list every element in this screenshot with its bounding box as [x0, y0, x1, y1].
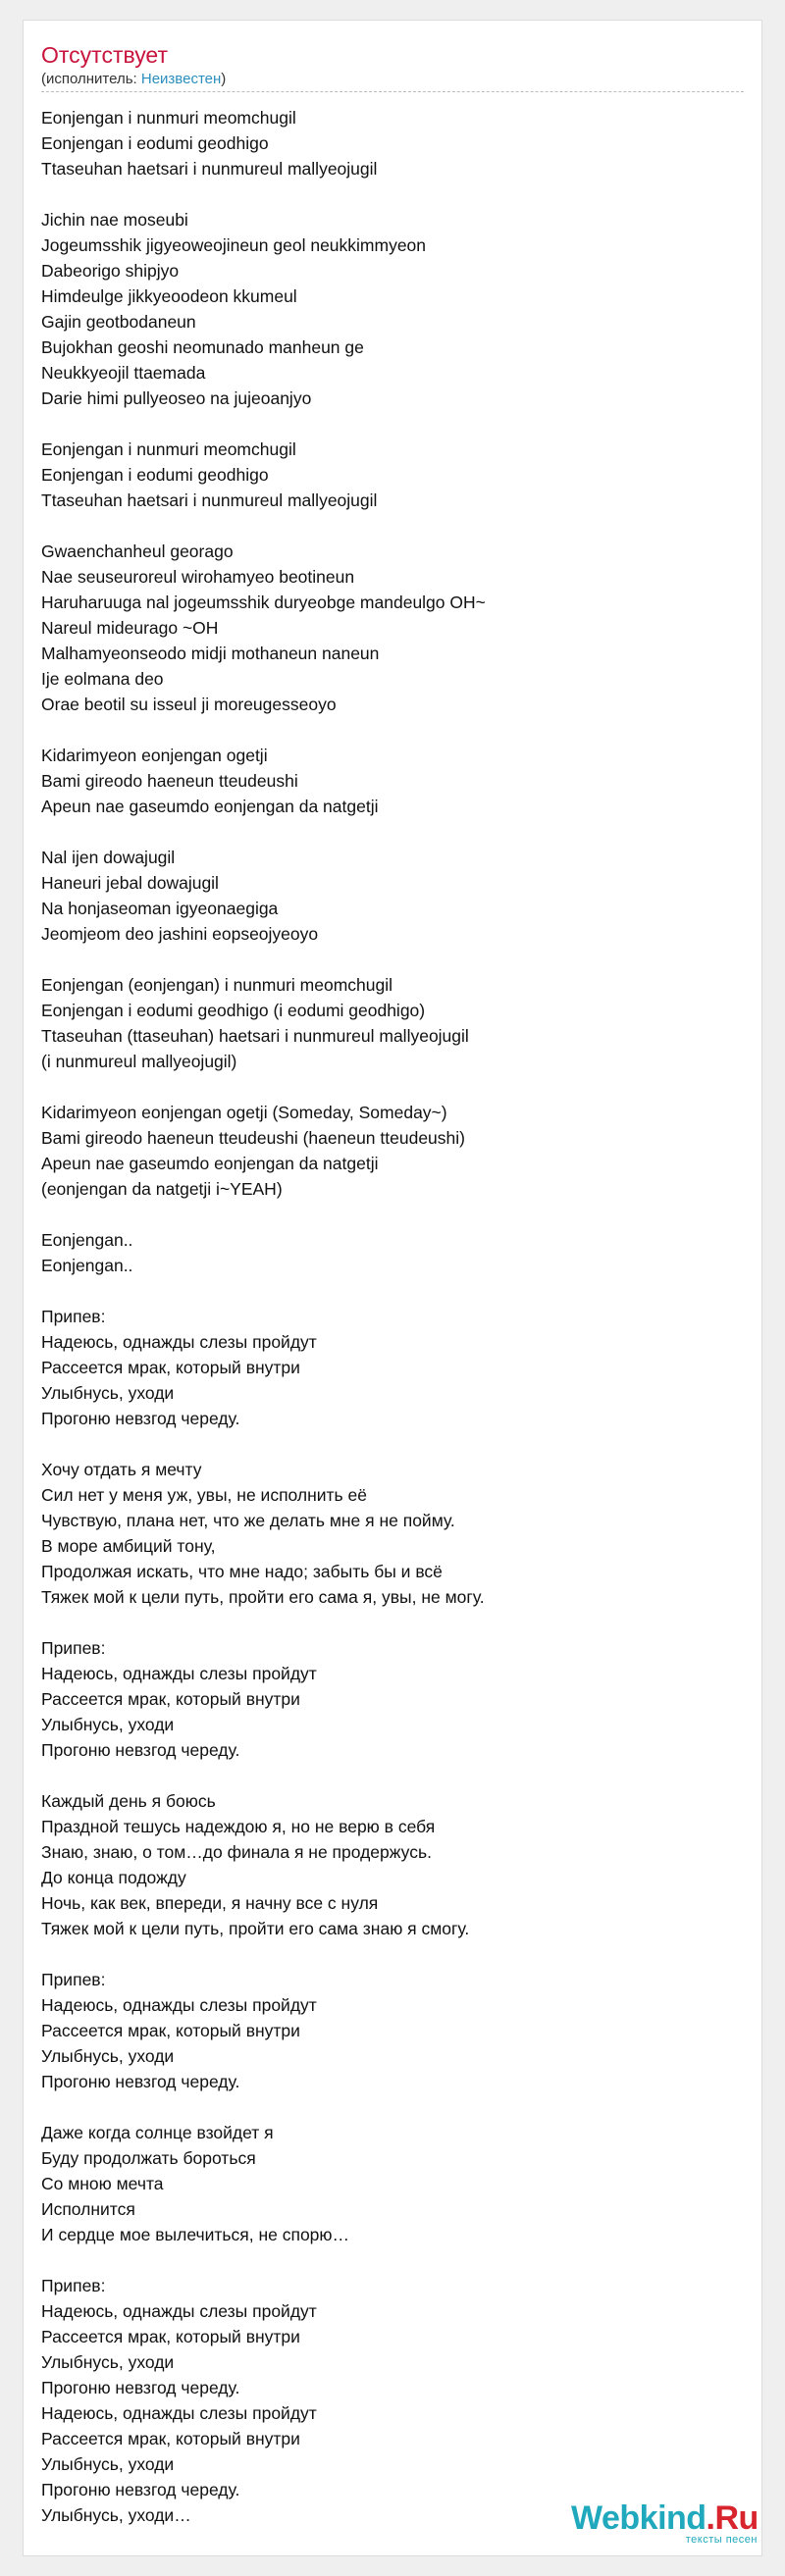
lyric-line: Улыбнусь, уходи	[41, 2046, 175, 2066]
lyric-line: (i nunmureul mallyeojugil)	[41, 1052, 237, 1071]
lyric-line: Jogeumsshik jigyeoweojineun geol neukkimmyeon	[41, 235, 427, 255]
lyric-line: Eonjengan (eonjengan) i nunmuri meomchugil	[41, 975, 392, 995]
lyric-line: Рассеется мрак, который внутри	[41, 2021, 300, 2040]
song-title: Отсутствует	[41, 42, 168, 68]
stanza-gap	[41, 513, 744, 539]
lyric-line: Gajin geotbodaneun	[41, 312, 196, 332]
lyric-line: Рассеется мрак, который внутри	[41, 1358, 300, 1377]
logo-name: Webkind	[571, 2499, 706, 2537]
lyric-line: И сердце мое вылечиться, не спорю…	[41, 2225, 350, 2244]
lyric-line: Надеюсь, однажды слезы пройдут	[41, 2403, 317, 2423]
lyric-line: Eonjengan i eodumi geodhigo (i eodumi geodhigo)	[41, 1001, 426, 1020]
stanza-gap	[41, 1610, 744, 1635]
lyric-line: Ночь, как век, впереди, я начну все с нуля	[41, 1893, 379, 1913]
stanza-gap	[41, 1278, 744, 1304]
lyrics-text	[41, 105, 744, 2528]
lyric-line: Na honjaseoman igyeonaegiga	[41, 899, 279, 918]
lyric-line: Apeun nae gaseumdo eonjengan da natgetji	[41, 1154, 379, 1173]
lyric-line: Исполнится	[41, 2199, 135, 2219]
stanza-gap	[41, 181, 744, 207]
lyric-line: Тяжек мой к цели путь, пройти его сама знаю я смогу.	[41, 1919, 470, 1938]
lyric-line: Kidarimyeon eonjengan ogetji (Someday, Someday~)	[41, 1103, 447, 1122]
lyric-line: Надеюсь, однажды слезы пройдут	[41, 1332, 317, 1352]
lyric-line: Neukkyeojil ttaemada	[41, 363, 206, 383]
lyric-line: Улыбнусь, уходи	[41, 2454, 175, 2474]
lyric-line: Nareul mideurago ~OH	[41, 618, 219, 638]
lyric-line: Улыбнусь, уходи	[41, 1383, 175, 1403]
lyric-line: Ttaseuhan haetsari i nunmureul mallyeojugil	[41, 490, 378, 510]
logo-wordmark	[571, 2499, 759, 2538]
artist-suffix: )	[221, 71, 227, 87]
lyric-line: Припев:	[41, 1970, 106, 1989]
lyric-line: (eonjengan da natgetji i~YEAH)	[41, 1179, 283, 1199]
logo-tagline: тексты песен	[685, 2534, 758, 2546]
lyric-line: Ije eolmana deo	[41, 669, 164, 689]
lyric-line: Dabeorigo shipjyo	[41, 261, 180, 281]
lyric-line: Kidarimyeon eonjengan ogetji	[41, 746, 268, 765]
lyric-line: Ttaseuhan (ttaseuhan) haetsari i nunmureul mallyeojugil	[41, 1026, 469, 1046]
lyric-line: Припев:	[41, 1307, 106, 1326]
lyric-line: Bami gireodo haeneun tteudeushi	[41, 771, 298, 791]
lyric-line: Знаю, знаю, о том…до финала я не продержусь.	[41, 1842, 432, 1862]
lyric-line: Улыбнусь, уходи	[41, 2352, 175, 2372]
artist-line	[41, 71, 226, 88]
stanza-gap	[41, 411, 744, 437]
lyric-line: Darie himi pullyeoseo na jujeoanjyo	[41, 388, 312, 408]
lyric-line: Продолжая искать, что мне надо; забыть бы и всё	[41, 1562, 443, 1581]
lyric-line: Eonjengan i eodumi geodhigo	[41, 465, 269, 485]
lyric-line: Eonjengan i eodumi geodhigo	[41, 133, 269, 153]
lyric-line: Рассеется мрак, который внутри	[41, 2327, 300, 2346]
lyric-line: Jichin nae moseubi	[41, 210, 188, 230]
stanza-gap	[41, 1763, 744, 1788]
lyric-line: Apeun nae gaseumdo eonjengan da natgetji	[41, 797, 379, 816]
lyric-line: Рассеется мрак, который внутри	[41, 1689, 300, 1709]
lyric-line: Каждый день я боюсь	[41, 1791, 216, 1811]
lyric-line: Jeomjeom deo jashini eopseojyeoyo	[41, 924, 319, 944]
stanza-gap	[41, 717, 744, 743]
lyric-line: Припев:	[41, 1638, 106, 1658]
lyric-line: Gwaenchanheul georago	[41, 541, 234, 561]
artist-link[interactable]: Неизвестен	[140, 71, 222, 87]
stanza-gap	[41, 1431, 744, 1457]
lyric-line: Буду продолжать бороться	[41, 2148, 256, 2168]
lyric-line: Хочу отдать я мечту	[41, 1460, 202, 1479]
logo-domain: .Ru	[706, 2499, 759, 2537]
lyric-line: Eonjengan i nunmuri meomchugil	[41, 108, 296, 128]
lyric-line: Надеюсь, однажды слезы пройдут	[41, 2301, 317, 2321]
lyric-line: Припев:	[41, 2276, 106, 2295]
artist-prefix: (исполнитель:	[41, 71, 141, 87]
lyric-line: Orae beotil su isseul ji moreugesseoyo	[41, 695, 337, 714]
lyric-line: Прогоню невзгод череду.	[41, 2072, 240, 2091]
lyric-line: Haneuri jebal dowajugil	[41, 873, 219, 893]
lyric-line: Улыбнусь, уходи…	[41, 2505, 191, 2525]
lyric-line: Сил нет у меня уж, увы, не исполнить её	[41, 1485, 368, 1505]
lyric-line: Прогоню невзгод череду.	[41, 2378, 240, 2397]
stanza-gap	[41, 1202, 744, 1227]
stanza-gap	[41, 2247, 744, 2273]
lyric-line: Прогоню невзгод череду.	[41, 1409, 240, 1428]
lyric-line: Прогоню невзгод череду.	[41, 2480, 240, 2499]
lyric-line: Himdeulge jikkyeoodeon kkumeul	[41, 286, 297, 306]
lyric-line: Чувствую, плана нет, что же делать мне я не пойму.	[41, 1511, 455, 1530]
lyric-line: До конца подожду	[41, 1868, 186, 1887]
lyric-line: Nal ijen dowajugil	[41, 848, 176, 867]
lyric-line: Nae seuseuroreul wirohamyeo beotineun	[41, 567, 355, 587]
lyric-line: Eonjengan i nunmuri meomchugil	[41, 439, 296, 459]
lyric-line: Надеюсь, однажды слезы пройдут	[41, 1664, 317, 1683]
lyric-line: Даже когда солнце взойдет я	[41, 2123, 274, 2142]
lyric-line: Eonjengan..	[41, 1256, 133, 1275]
lyric-line: Bami gireodo haeneun tteudeushi (haeneun tteudeushi)	[41, 1128, 465, 1148]
lyric-line: Malhamyeonseodo midji mothaneun naneun	[41, 644, 380, 663]
lyric-line: Надеюсь, однажды слезы пройдут	[41, 1995, 317, 2015]
stanza-gap	[41, 1941, 744, 1967]
lyric-line: Улыбнусь, уходи	[41, 1715, 175, 1734]
lyric-line: Со мною мечта	[41, 2174, 164, 2193]
stanza-gap	[41, 1074, 744, 1100]
lyric-line: Ttaseuhan haetsari i nunmureul mallyeojugil	[41, 159, 378, 179]
divider	[41, 91, 744, 92]
lyric-line: Праздной тешусь надеждою я, но не верю в себя	[41, 1817, 436, 1836]
lyric-line: Прогоню невзгод череду.	[41, 1740, 240, 1760]
stanza-gap	[41, 819, 744, 845]
webkind-logo[interactable]	[571, 2499, 758, 2553]
stanza-gap	[41, 2094, 744, 2120]
lyric-line: Haruharuuga nal jogeumsshik duryeobge mandeulgo OH~	[41, 592, 486, 612]
lyric-line: Eonjengan..	[41, 1230, 133, 1250]
lyric-line: Bujokhan geoshi neomunado manheun ge	[41, 337, 364, 357]
lyric-line: Рассеется мрак, который внутри	[41, 2429, 300, 2448]
stanza-gap	[41, 947, 744, 972]
lyric-line: Тяжек мой к цели путь, пройти его сама я, увы, не могу.	[41, 1587, 485, 1607]
lyric-line: В море амбиций тону,	[41, 1536, 216, 1556]
